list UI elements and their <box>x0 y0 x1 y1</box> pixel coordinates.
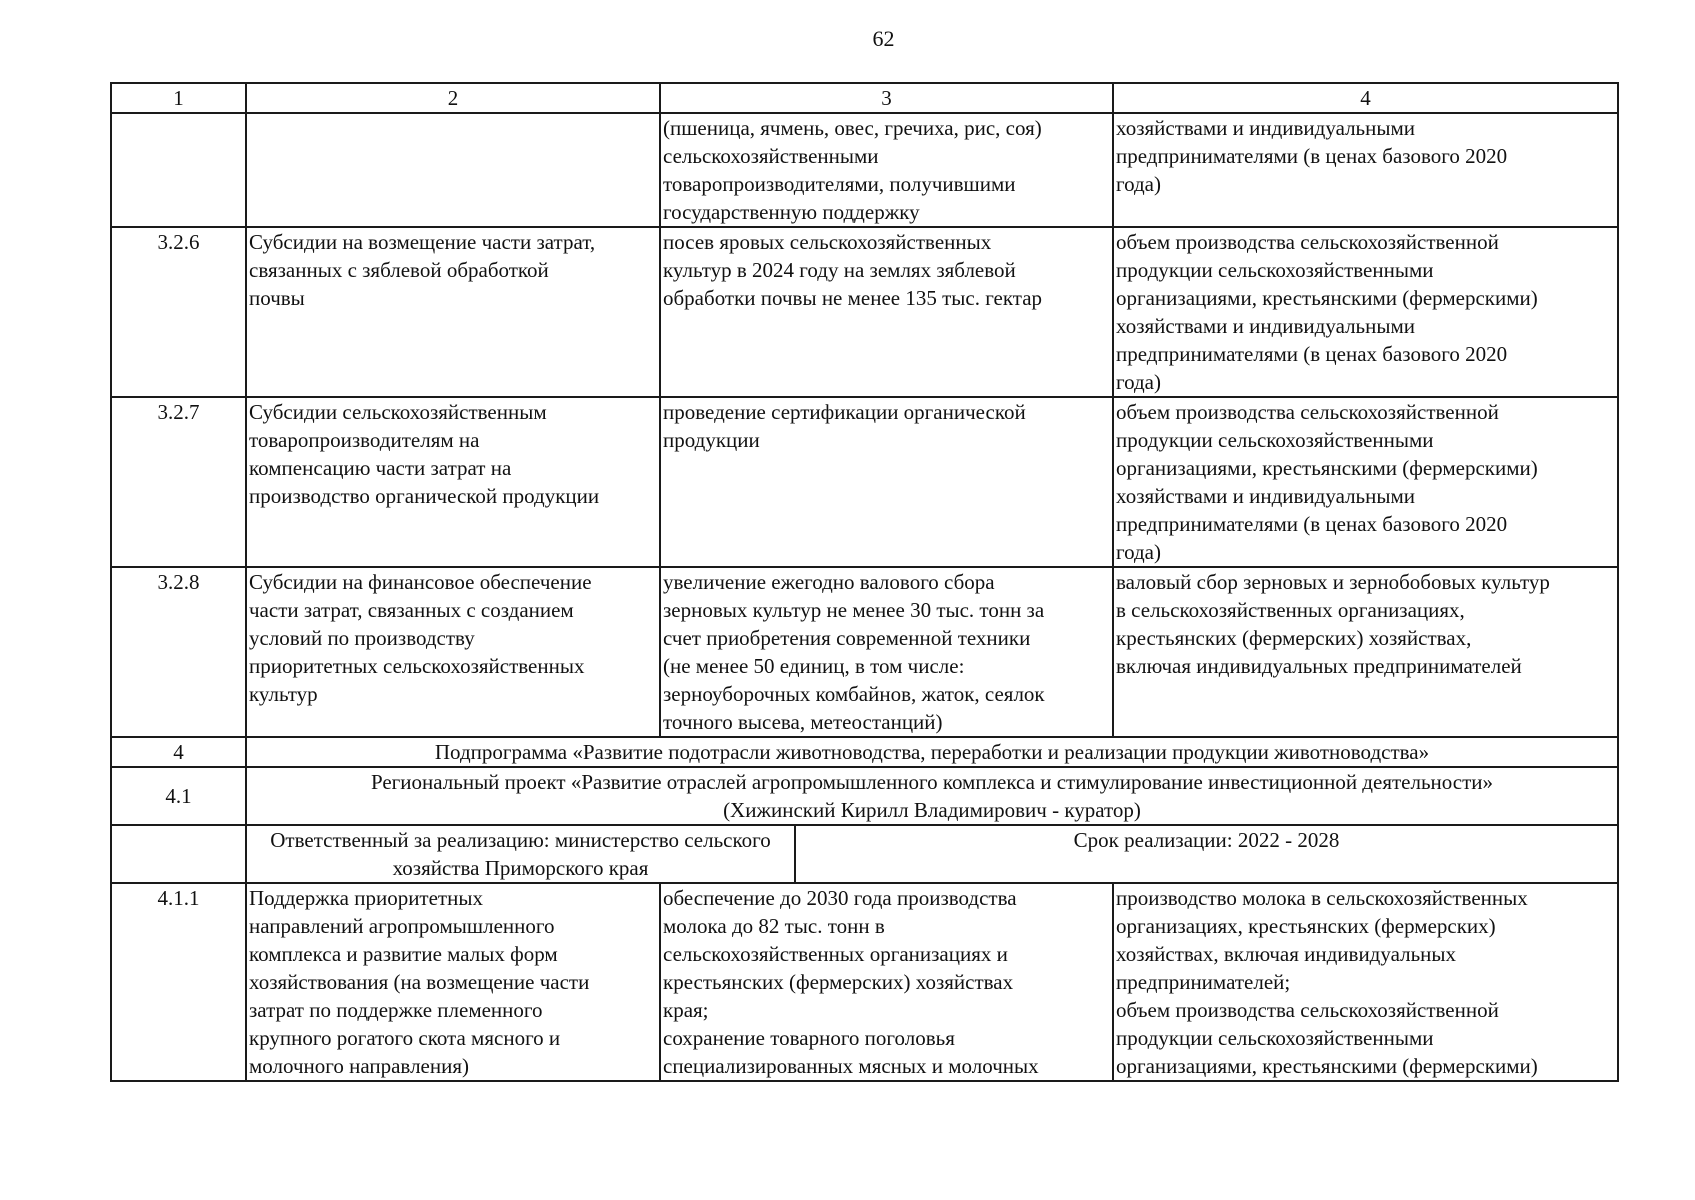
text-line: точного высева, метеостанций) <box>663 710 943 734</box>
table-row-3-2-6 <box>111 227 1618 397</box>
text-line: сельскохозяйственными <box>663 144 879 168</box>
text-line: хозяйства Приморского края <box>392 856 649 880</box>
cell-result <box>660 397 1113 567</box>
table-row-continuation <box>111 113 1618 227</box>
text-line: организациями, крестьянскими (фермерскими) <box>1116 286 1538 310</box>
cell-result <box>660 567 1113 737</box>
text-line: проведение сертификации органической <box>663 400 1026 424</box>
responsible-row <box>111 825 1618 883</box>
cell-result <box>660 227 1113 397</box>
text-line: направлений агропромышленного <box>249 914 555 938</box>
text-line: культур в 2024 году на землях зяблевой <box>663 258 1016 282</box>
text-line: крестьянских (фермерских) хозяйствах <box>663 970 1014 994</box>
responsible-cell <box>246 825 795 883</box>
cell-measure <box>246 113 660 227</box>
text-line: Региональный проект «Развитие отраслей агропромышленного комплекса и стимулирование инвестиционной деятельности» <box>370 770 1494 794</box>
cell-indicator <box>1113 113 1618 227</box>
text-line: крупного рогатого скота мясного и <box>249 1026 561 1050</box>
text-line: предпринимателями (в ценах базового 2020 <box>1116 342 1508 366</box>
text-line: обработки почвы не менее 135 тыс. гектар <box>663 286 1043 310</box>
column-header-2: 2 <box>246 83 660 113</box>
text-line: объем производства сельскохозяйственной <box>1116 400 1499 424</box>
text-line: продукции <box>663 428 760 452</box>
text-line: продукции сельскохозяйственными <box>1116 1026 1434 1050</box>
column-header-row <box>111 83 1618 113</box>
text-line: счет приобретения современной техники <box>663 626 1031 650</box>
cell-num: 4 <box>111 737 246 767</box>
table-row-3-2-8 <box>111 567 1618 737</box>
text-line: валовый сбор зерновых и зернобобовых культур <box>1116 570 1550 594</box>
regional-project-title <box>246 767 1618 825</box>
cell-num: 3.2.7 <box>111 397 246 567</box>
text-line: сельскохозяйственных организациях и <box>663 942 1008 966</box>
text-line: хозяйствами и индивидуальными <box>1116 116 1416 140</box>
column-header-3: 3 <box>660 83 1113 113</box>
text-line: комплекса и развитие малых форм <box>249 942 558 966</box>
text-line: затрат по поддержке племенного <box>249 998 543 1022</box>
cell-indicator <box>1113 397 1618 567</box>
page-number: 62 <box>872 26 895 51</box>
text-line: предпринимателями (в ценах базового 2020 <box>1116 512 1508 536</box>
cell-measure <box>246 883 660 1081</box>
column-header-1: 1 <box>111 83 246 113</box>
text-line: хозяйствования (на возмещение части <box>249 970 590 994</box>
text-line: зерноуборочных комбайнов, жаток, сеялок <box>663 682 1045 706</box>
text-line: товаропроизводителями, получившими <box>663 172 1016 196</box>
text-line: сохранение товарного поголовья <box>663 1026 955 1050</box>
text-line: компенсацию части затрат на <box>249 456 512 480</box>
table-row-4-1-1 <box>111 883 1618 1081</box>
text-line: Поддержка приоритетных <box>249 886 483 910</box>
text-line: (пшеница, ячмень, овес, гречиха, рис, соя) <box>663 116 1042 140</box>
text-line: организациями, крестьянскими (фермерскими) <box>1116 1054 1538 1078</box>
cell-num <box>111 825 246 883</box>
cell-num <box>111 113 246 227</box>
subprogram-title: Подпрограмма «Развитие подотрасли животноводства, переработки и реализации продукции животноводства» <box>246 737 1618 767</box>
cell-result <box>660 883 1113 1081</box>
text-line: производство органической продукции <box>249 484 600 508</box>
cell-num: 3.2.6 <box>111 227 246 397</box>
text-line: объем производства сельскохозяйственной <box>1116 230 1499 254</box>
text-line: организациях, крестьянских (фермерских) <box>1116 914 1496 938</box>
text-line: Субсидии сельскохозяйственным <box>249 400 547 424</box>
cell-num: 4.1.1 <box>111 883 246 1081</box>
text-line: государственную поддержку <box>663 200 920 224</box>
table-row-3-2-7 <box>111 397 1618 567</box>
text-line: предпринимателей; <box>1116 970 1291 994</box>
text-line: года) <box>1116 370 1161 394</box>
regional-project-row <box>111 767 1618 825</box>
column-header-4: 4 <box>1113 83 1618 113</box>
text-line: обеспечение до 2030 года производства <box>663 886 1017 910</box>
text-line: посев яровых сельскохозяйственных <box>663 230 992 254</box>
program-table <box>110 82 1619 1082</box>
text-line: края; <box>663 998 709 1022</box>
text-line: в сельскохозяйственных организациях, <box>1116 598 1465 622</box>
cell-measure <box>246 567 660 737</box>
text-line: зерновых культур не менее 30 тыс. тонн за <box>663 598 1045 622</box>
text-line: приоритетных сельскохозяйственных <box>249 654 585 678</box>
text-line: увеличение ежегодно валового сбора <box>663 570 995 594</box>
subprogram-row <box>111 737 1618 767</box>
text-line: производство молока в сельскохозяйственных <box>1116 886 1528 910</box>
text-line: (не менее 50 единиц, в том числе: <box>663 654 965 678</box>
text-line: культур <box>249 682 318 706</box>
cell-measure <box>246 397 660 567</box>
text-line: хозяйствами и индивидуальными <box>1116 484 1416 508</box>
text-line: предпринимателями (в ценах базового 2020 <box>1116 144 1508 168</box>
text-line: года) <box>1116 172 1161 196</box>
cell-num: 4.1 <box>111 767 246 825</box>
text-line: товаропроизводителям на <box>249 428 480 452</box>
cell-indicator <box>1113 883 1618 1081</box>
text-line: продукции сельскохозяйственными <box>1116 258 1434 282</box>
text-line: крестьянских (фермерских) хозяйствах, <box>1116 626 1472 650</box>
term-cell: Срок реализации: 2022 - 2028 <box>795 825 1618 883</box>
text-line: Субсидии на финансовое обеспечение <box>249 570 592 594</box>
cell-num: 3.2.8 <box>111 567 246 737</box>
cell-indicator <box>1113 567 1618 737</box>
cell-result <box>660 113 1113 227</box>
text-line: объем производства сельскохозяйственной <box>1116 998 1499 1022</box>
text-line: хозяйствах, включая индивидуальных <box>1116 942 1456 966</box>
text-line: молока до 82 тыс. тонн в <box>663 914 885 938</box>
text-line: почвы <box>249 286 305 310</box>
text-line: организациями, крестьянскими (фермерскими) <box>1116 456 1538 480</box>
text-line: Субсидии на возмещение части затрат, <box>249 230 596 254</box>
text-line: включая индивидуальных предпринимателей <box>1116 654 1522 678</box>
text-line: (Хижинский Кирилл Владимирович - куратор) <box>723 798 1141 822</box>
text-line: части затрат, связанных с созданием <box>249 598 574 622</box>
text-line: года) <box>1116 540 1161 564</box>
text-line: условий по производству <box>249 626 475 650</box>
text-line: продукции сельскохозяйственными <box>1116 428 1434 452</box>
text-line: молочного направления) <box>249 1054 469 1078</box>
text-line: специализированных мясных и молочных <box>663 1054 1039 1078</box>
cell-measure <box>246 227 660 397</box>
cell-indicator <box>1113 227 1618 397</box>
text-line: Ответственный за реализацию: министерство сельского <box>270 828 771 852</box>
text-line: хозяйствами и индивидуальными <box>1116 314 1416 338</box>
text-line: связанных с зяблевой обработкой <box>249 258 549 282</box>
